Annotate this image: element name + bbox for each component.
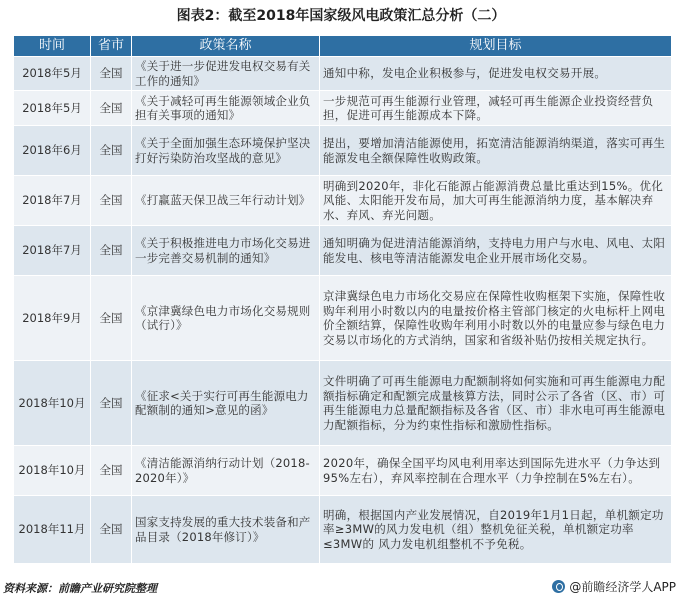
cell-time: 2018年10月 (14, 361, 91, 446)
source-note: 资料来源：前瞻产业研究院整理 (3, 582, 157, 595)
policy-table (13, 35, 672, 564)
cell-policy-name: 《清洁能源消纳行动计划（2018-2020年）》 (132, 446, 320, 496)
cell-time: 2018年11月 (14, 496, 91, 564)
page-title: 图表2：截至2018年国家级风电政策汇总分析（二） (176, 8, 506, 24)
qianzhan-logo-icon (552, 580, 565, 593)
cell-policy-name: 《关于积极推进电力市场化交易进一步完善交易机制的通知》 (132, 226, 320, 276)
brand-credit (552, 578, 676, 595)
cell-province: 全国 (91, 496, 132, 564)
cell-province: 全国 (91, 57, 132, 91)
cell-goal: 京津冀绿色电力市场化交易应在保障性收购框架下实施，保障性收购年利用小时数以内的电量按价格主管部门核定的火电标杆上网电价全额结算，保障性收购年利用小时数以外的电量应参与绿色电力交易以市场化的方式消纳，国家和省级补贴仍按相关规定执行。 (320, 276, 672, 361)
table-row (14, 91, 672, 126)
cell-goal: 通知中称，发电企业积极参与，促进发电权交易开展。 (320, 57, 672, 91)
cell-time: 2018年9月 (14, 276, 91, 361)
cell-province: 全国 (91, 276, 132, 361)
table-row (14, 446, 672, 496)
cell-time: 2018年7月 (14, 176, 91, 226)
cell-goal: 2020年，确保全国平均风电利用率达到国际先进水平（力争达到95%左右），弃风率控制在合理水平（力争控制在5%左右）。 (320, 446, 672, 496)
cell-policy-name: 国家支持发展的重大技术装备和产品目录（2018年修订）》 (132, 496, 320, 564)
cell-goal: 明确到2020年，非化石能源占能源消费总量比重达到15%。优化风能、太阳能开发布局，加大可再生能源消纳力度，基本解决弃水、弃风、弃光问题。 (320, 176, 672, 226)
cell-goal: 明确，根据国内产业发展情况，自2019年1月1日起，单机额定功率≥3MW的风力发电机（组）整机免征关税，单机额定功率≤3MW的 风力发电机组整机不予免税。 (320, 496, 672, 564)
cell-policy-name: 《打赢蓝天保卫战三年行动计划》 (132, 176, 320, 226)
cell-policy-name: 《关于减轻可再生能源领域企业负担有关事项的通知》 (132, 91, 320, 126)
header-goal: 规划目标 (320, 36, 672, 57)
table-row (14, 496, 672, 564)
cell-time: 2018年10月 (14, 446, 91, 496)
cell-policy-name: 《关于进一步促进发电权交易有关工作的通知》 (132, 57, 320, 91)
table-row (14, 276, 672, 361)
brand-label: @前瞻经济学人APP (569, 580, 676, 594)
cell-time: 2018年7月 (14, 226, 91, 276)
header-time: 时间 (14, 36, 91, 57)
table-row (14, 176, 672, 226)
table-row (14, 126, 672, 176)
cell-goal: 通知明确为促进清洁能源消纳，支持电力用户与水电、风电、太阳能发电、核电等清洁能源发电企业开展市场化交易。 (320, 226, 672, 276)
cell-province: 全国 (91, 361, 132, 446)
cell-policy-name: 《关于全面加强生态环境保护坚决打好污染防治攻坚战的意见》 (132, 126, 320, 176)
cell-goal: 一步规范可再生能源行业管理，减轻可再生能源企业投资经营负担，促进可再生能源成本下降。 (320, 91, 672, 126)
cell-goal: 文件明确了可再生能源电力配额制将如何实施和可再生能源电力配额指标确定和配额完成量核算方法，同时公示了各省（区、市）可再生能源电力总量配额指标及各省（区、市）非水电可再生能源电力配额指标，分为约束性指标和激励性指标。 (320, 361, 672, 446)
cell-province: 全国 (91, 91, 132, 126)
cell-policy-name: 《京津冀绿色电力市场化交易规则（试行）》 (132, 276, 320, 361)
cell-province: 全国 (91, 176, 132, 226)
cell-policy-name: 《征求<关于实行可再生能源电力配额制的通知>意见的函》 (132, 361, 320, 446)
cell-province: 全国 (91, 126, 132, 176)
table-row (14, 226, 672, 276)
cell-time: 2018年5月 (14, 91, 91, 126)
header-policy-name: 政策名称 (132, 36, 320, 57)
cell-time: 2018年6月 (14, 126, 91, 176)
cell-time: 2018年5月 (14, 57, 91, 91)
table-row (14, 57, 672, 91)
cell-goal: 提出，要增加清洁能源使用，拓宽清洁能源消纳渠道，落实可再生能源发电全额保障性收购政策。 (320, 126, 672, 176)
table-row (14, 361, 672, 446)
cell-province: 全国 (91, 226, 132, 276)
cell-province: 全国 (91, 446, 132, 496)
table-header-row (14, 36, 672, 57)
header-province: 省市 (91, 36, 132, 57)
